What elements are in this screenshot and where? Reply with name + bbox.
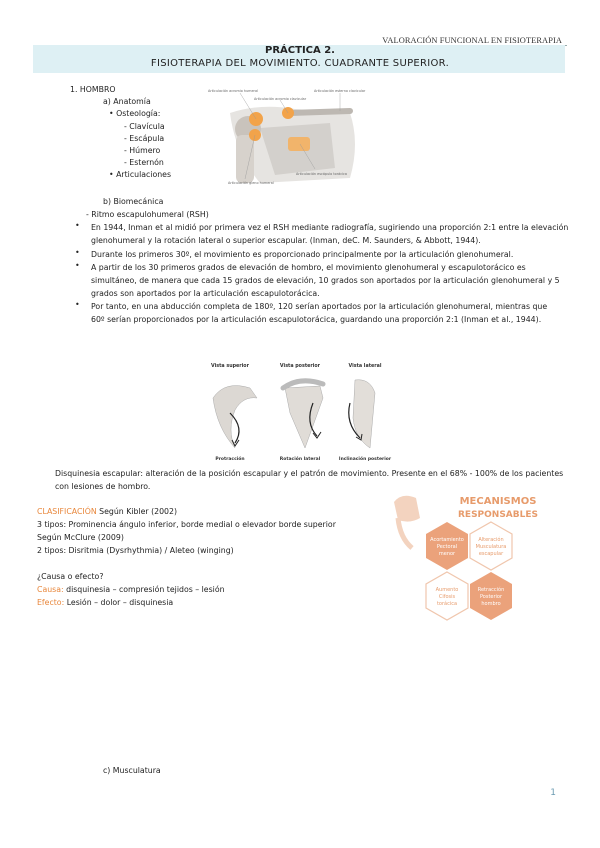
figure-label: Articulación acromio clavicular: [254, 97, 307, 101]
hex-text: Posterior: [479, 594, 503, 600]
causa-label: Causa:: [37, 585, 64, 594]
diskinesia-definition: Disquinesia escapular: alteración de la posición escapular y el patrón de movimiento. Presente en el 68% - 100% de los pacientes con lesiones de hombro.: [55, 469, 564, 491]
view-label: Vista posterior: [279, 364, 321, 369]
hex-text: menor: [438, 551, 456, 557]
view-label: Vista superior: [211, 364, 249, 369]
figure-label: Articulación esterno clavicular: [314, 89, 366, 93]
efecto-text: Lesión – dolor – disquinesia: [64, 598, 174, 607]
hex-text: Pectoral: [436, 544, 458, 550]
item-articulaciones: • Articulaciones: [109, 170, 172, 179]
bullet-text: En 1944, Inman et al midió por primera vez el RSH mediante radiografía, sugiriendo una proporción 2:1 entre la elevación glenohumeral y la rotación lateral o superior escapular. (Inman, deC. M. Saunders, & Abbott, 1944).: [91, 223, 569, 245]
hex-text: Retracción: [477, 587, 505, 593]
hex-text: Alteración: [478, 537, 504, 543]
caption-label: Protracción: [215, 457, 245, 462]
figure-label: Articulación acromio humeral: [208, 89, 258, 93]
kibler-source: Según Kibler (2002): [96, 507, 178, 516]
bone-item: - Esternón: [124, 158, 164, 167]
hex-text: Acortamiento: [430, 537, 464, 543]
item-musculatura: c) Musculatura: [103, 766, 161, 775]
mechanisms-infographic: [390, 488, 570, 628]
item-rsh: - Ritmo escapulohumeral (RSH): [86, 210, 209, 219]
bullet-text: A partir de los 30 primeros grados de elevación de hombro, el movimiento glenohumeral y escapulotorácico es simultáneo, de manera que cada 15 grados de elevación, 10 grados son aportados por la articulación glenohumeral y 5 grados son aportados por la articulación escapulotorácica.: [91, 263, 560, 298]
bullet-marker: •: [75, 300, 80, 309]
bullet-marker: •: [75, 248, 80, 257]
running-header: VALORACIÓN FUNCIONAL EN FISIOTERAPIA: [382, 36, 562, 45]
hex-text: Aumento: [435, 587, 459, 593]
cause-question: ¿Causa o efecto?: [37, 572, 104, 581]
scapula-movement-figure: [205, 358, 395, 463]
bullet-text: Durante los primeros 30º, el movimiento es proporcionado principalmente por la articulación glenohumeral.: [91, 250, 514, 259]
item-osteologia: • Osteología:: [109, 109, 161, 118]
causa-line: [37, 584, 225, 595]
bone-item: - Húmero: [124, 146, 161, 155]
practice-title: PRÁCTICA 2.: [265, 45, 335, 56]
bullet-marker: •: [75, 261, 80, 270]
hex-text: Musculatura: [475, 544, 507, 550]
hex-text: hombro: [481, 601, 501, 607]
bullet-marker: •: [75, 221, 80, 230]
hex-text: Cifosis: [438, 594, 456, 600]
bullet-text: Por tanto, en una abducción completa de 180º, 120 serían aportados por la articulación glenohumeral, mientras que 60º serían proporcionados por la articulación escapulotorácica, guardando una proporción 2:1 (Inman et al., 1944).: [91, 302, 548, 324]
shoulder-icon: [394, 496, 420, 522]
kibler-types: 3 tipos: Prominencia ángulo inferior, borde medial o elevador borde superior: [37, 520, 336, 529]
efecto-label: Efecto:: [37, 598, 65, 607]
section-hombro: 1. HOMBRO: [70, 85, 116, 94]
practice-subtitle: FISIOTERAPIA DEL MOVIMIENTO. CUADRANTE SUPERIOR.: [150, 58, 450, 69]
classification-line: [37, 506, 177, 517]
page-number: 1: [550, 788, 556, 798]
caption-label: Rotación lateral: [279, 457, 321, 462]
efecto-line: [37, 597, 173, 608]
item-anatomia: a) Anatomía: [103, 97, 151, 106]
figure-label: Articulación escápulo torácica: [296, 172, 347, 176]
item-biomecanica: b) Biomecánica: [103, 197, 164, 206]
joint-marker: [288, 137, 310, 151]
figure-label: Articulación gleno humeral: [228, 181, 274, 185]
mcclure-source: Según McClure (2009): [37, 533, 124, 542]
caption-label: Inclinación posterior: [338, 457, 392, 462]
mcclure-types: 2 tipos: Disritmia (Dysrhythmia) / Aleteo (winging): [37, 546, 234, 555]
classification-label: CLASIFICACIÓN: [37, 507, 97, 516]
bone-item: - Clavícula: [124, 122, 165, 131]
hex-text: torácica: [436, 601, 458, 607]
mechanisms-title: MECANISMOS: [459, 496, 537, 507]
shoulder-anatomy-figure: [200, 83, 375, 188]
bone-item: - Escápula: [124, 134, 165, 143]
mechanisms-subtitle: RESPONSABLES: [457, 510, 539, 520]
hex-text: escapular: [478, 551, 504, 557]
view-label: Vista lateral: [348, 364, 382, 369]
causa-text: disquinesia – compresión tejidos – lesión: [63, 585, 225, 594]
